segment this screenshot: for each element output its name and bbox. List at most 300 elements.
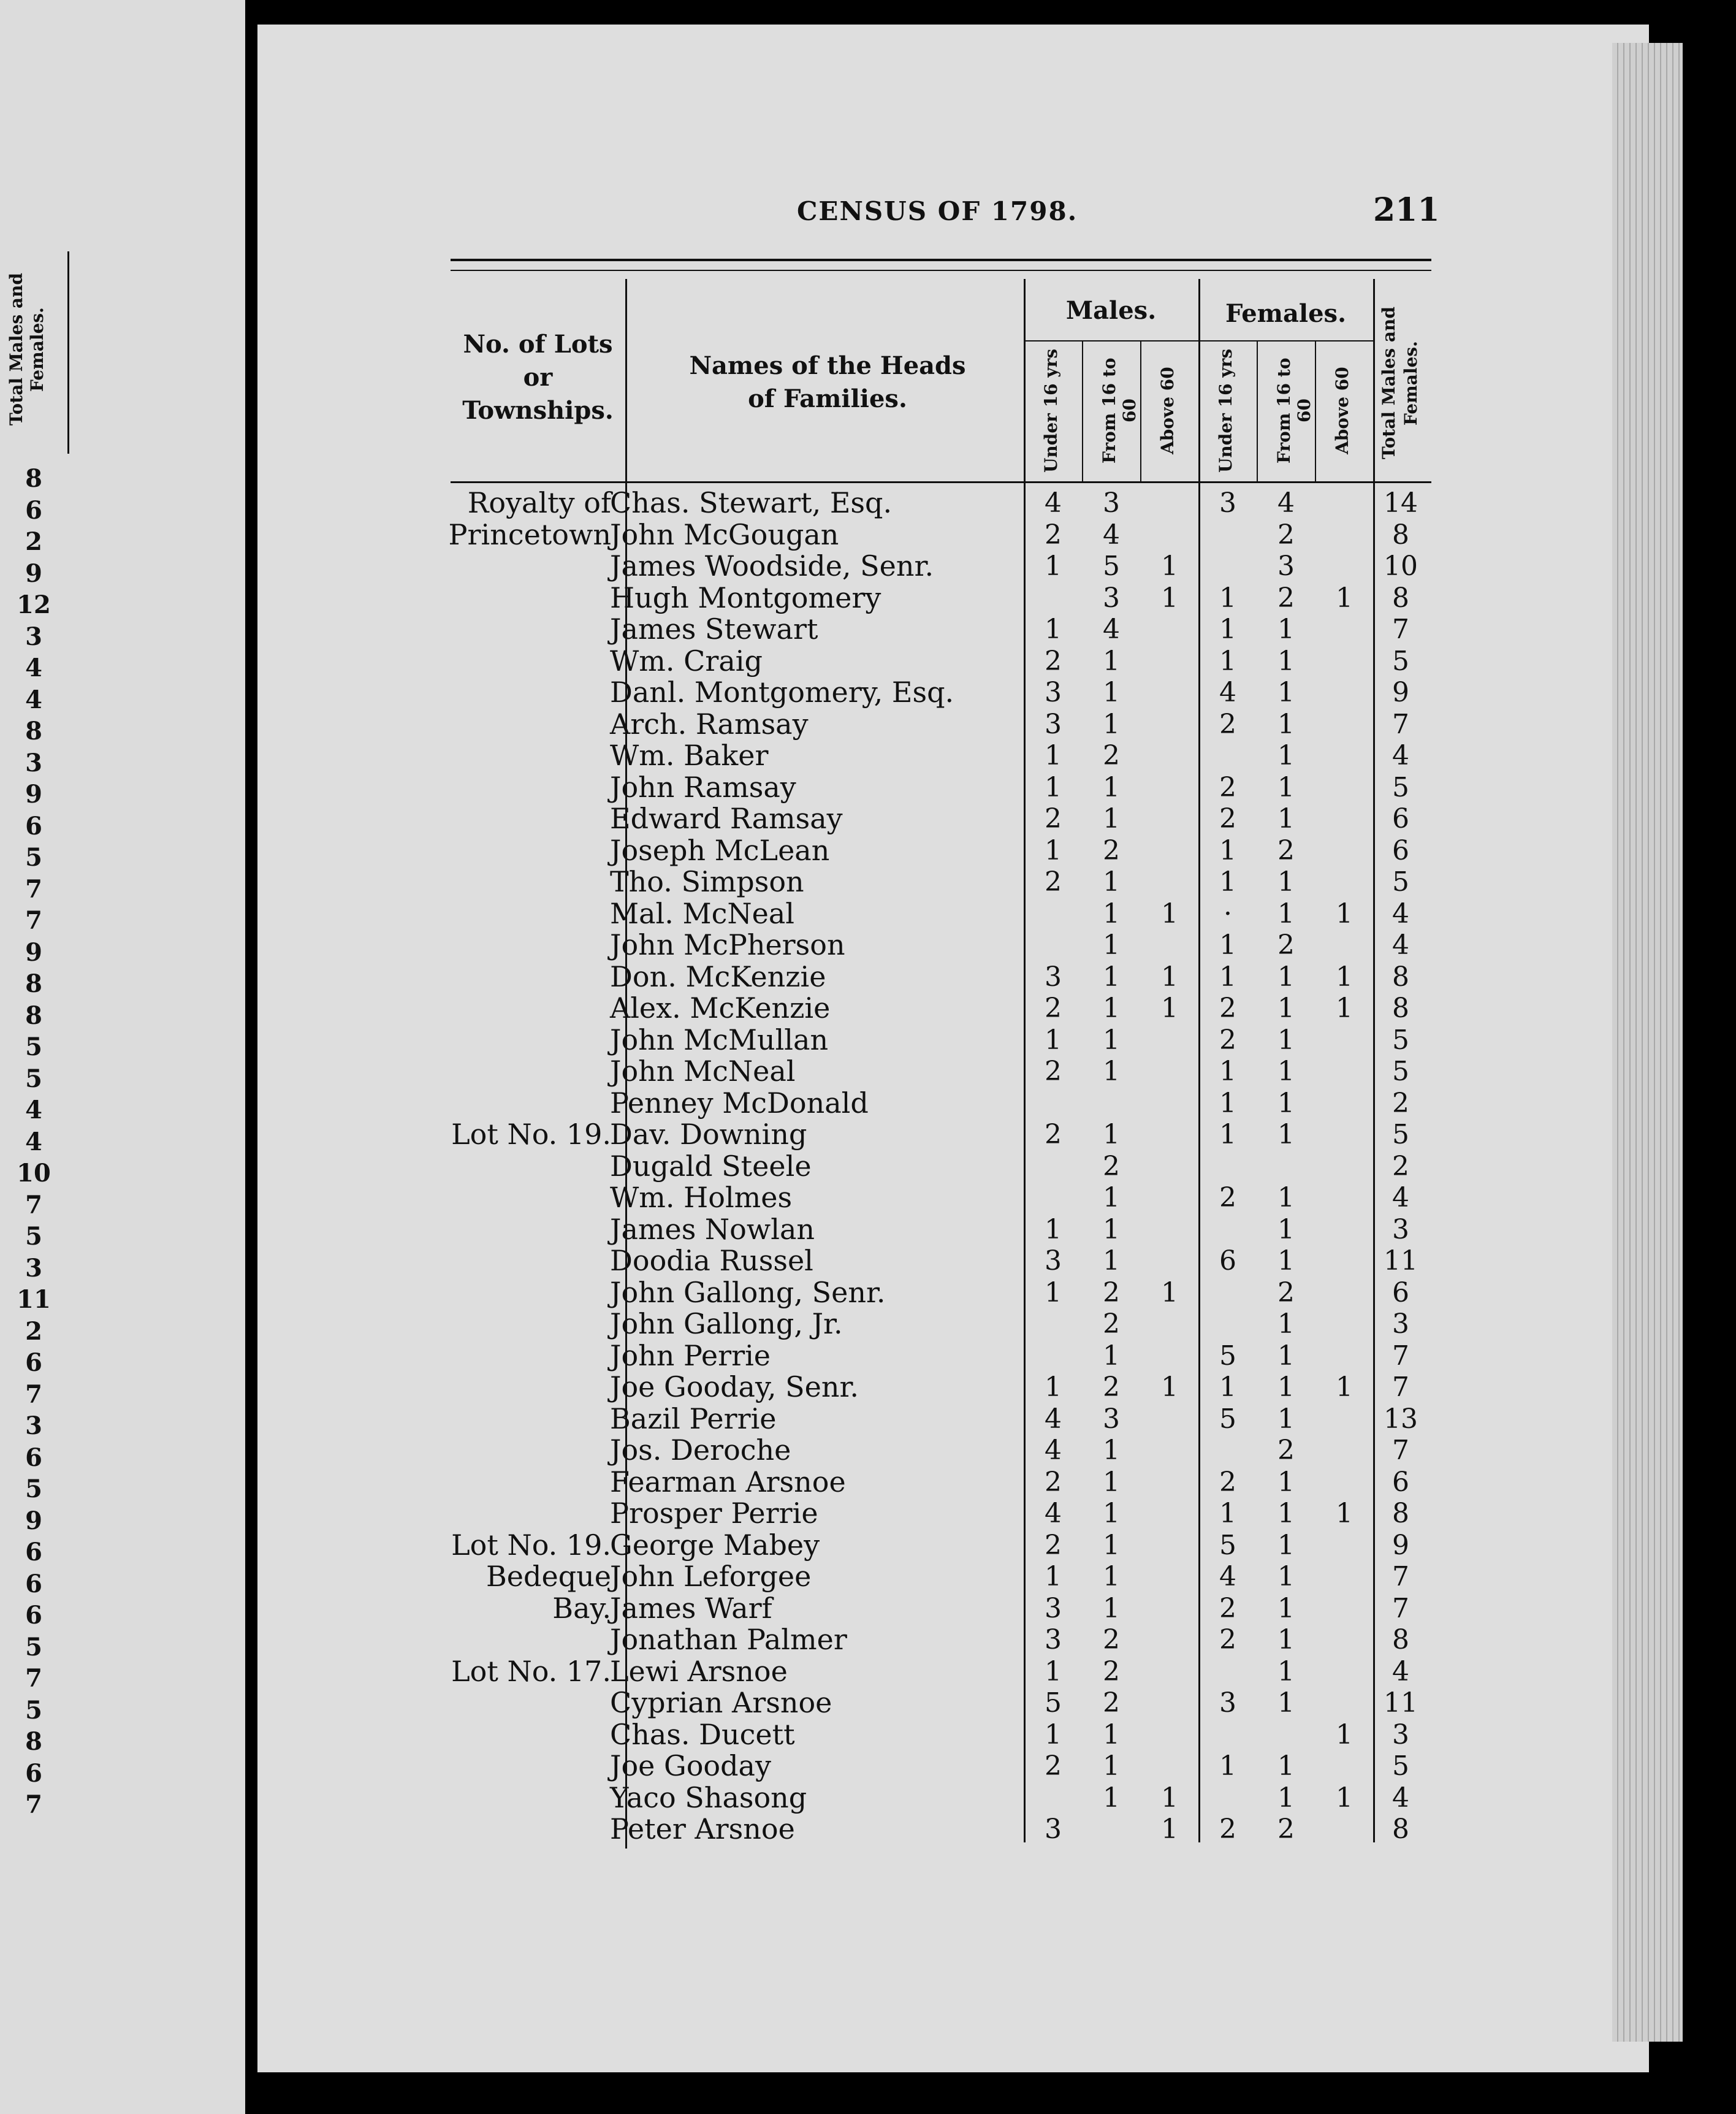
facing-total-value: 6 <box>25 1443 42 1472</box>
count-mu: 2 <box>1045 1056 1062 1087</box>
count-mm: 1 <box>1103 866 1120 898</box>
count-fu: · <box>1224 898 1232 929</box>
table-row <box>0 1435 1736 1467</box>
count-mu: 1 <box>1045 1561 1062 1592</box>
count-t: 2 <box>1392 1087 1409 1119</box>
count-fm: 1 <box>1277 1750 1295 1782</box>
count-fu: 2 <box>1219 1182 1236 1213</box>
count-mm: 2 <box>1103 1308 1120 1340</box>
count-fu: 1 <box>1219 1750 1236 1782</box>
facing-total-value: 5 <box>25 1222 42 1251</box>
facing-total-value: 2 <box>25 527 42 556</box>
table-row <box>0 677 1736 709</box>
facing-total-value: 8 <box>25 1001 42 1030</box>
count-fu: 2 <box>1219 1624 1236 1655</box>
count-fm: 1 <box>1277 677 1295 708</box>
head-of-family: Mal. McNeal <box>610 896 794 930</box>
count-mm: 1 <box>1103 708 1120 740</box>
header-males-16to60: From 16 to 60 <box>1099 357 1140 464</box>
count-mu: 1 <box>1045 1655 1062 1687</box>
facing-total-value: 4 <box>25 1127 42 1156</box>
head-of-family: John Leforgee <box>610 1560 812 1593</box>
count-fm: 1 <box>1277 1087 1295 1119</box>
count-fm: 4 <box>1277 487 1295 519</box>
count-fm: 1 <box>1277 1529 1295 1561</box>
table-row <box>0 772 1736 804</box>
count-fu: 1 <box>1219 645 1236 677</box>
table-row <box>0 993 1736 1025</box>
head-of-family: Wm. Craig <box>610 644 763 677</box>
table-row <box>0 803 1736 835</box>
count-fm: 1 <box>1277 1498 1295 1529</box>
count-mu: 2 <box>1045 1529 1062 1561</box>
count-t: 8 <box>1392 1498 1409 1529</box>
facing-total-value: 9 <box>25 780 42 809</box>
table-row <box>0 835 1736 867</box>
facing-page-header <box>0 251 69 454</box>
count-fu: 2 <box>1219 993 1236 1024</box>
lot-township: Princetown <box>448 517 611 551</box>
count-mu: 3 <box>1045 677 1062 708</box>
count-t: 8 <box>1392 961 1409 993</box>
count-mm: 2 <box>1103 1687 1120 1719</box>
table-row <box>0 614 1736 646</box>
count-mu: 3 <box>1045 1814 1062 1845</box>
lot-township: Bedeque <box>486 1560 611 1593</box>
count-t: 5 <box>1392 1024 1409 1056</box>
head-of-family: Danl. Montgomery, Esq. <box>610 676 954 709</box>
count-mu: 5 <box>1045 1687 1062 1719</box>
table-row <box>0 1467 1736 1498</box>
table-row <box>0 1719 1736 1751</box>
head-of-family: Arch. Ramsay <box>610 707 809 741</box>
count-mm: 1 <box>1103 1340 1120 1372</box>
count-mm: 3 <box>1103 582 1120 614</box>
lot-township: Royalty of <box>467 486 611 519</box>
top-rule <box>451 259 1431 261</box>
count-t: 7 <box>1392 1340 1409 1372</box>
table-row <box>0 1182 1736 1214</box>
count-fu: 1 <box>1219 961 1236 993</box>
census-rows <box>0 487 1736 1845</box>
count-t: 5 <box>1392 645 1409 677</box>
head-of-family: James Warf <box>610 1591 772 1625</box>
table-row <box>0 487 1736 519</box>
count-mm: 1 <box>1103 1498 1120 1529</box>
count-t: 5 <box>1392 1119 1409 1150</box>
count-mu: 3 <box>1045 961 1062 993</box>
count-mm: 3 <box>1103 1403 1120 1435</box>
count-fu: 1 <box>1219 1056 1236 1087</box>
head-of-family: Peter Arsnoe <box>610 1812 795 1845</box>
count-fa: 1 <box>1336 1498 1353 1529</box>
count-fu: 1 <box>1219 834 1236 866</box>
count-fm: 2 <box>1277 929 1295 961</box>
facing-total-value: 6 <box>25 495 42 525</box>
table-row <box>0 582 1736 614</box>
count-fm: 1 <box>1277 1403 1295 1435</box>
head-of-family: John Ramsay <box>610 770 796 804</box>
count-mm: 2 <box>1103 1150 1120 1182</box>
facing-total-header: Total Males and Females. <box>6 273 47 426</box>
count-t: 4 <box>1392 929 1409 961</box>
table-row <box>0 1561 1736 1593</box>
lot-township: Bay. <box>552 1591 611 1625</box>
count-fm: 1 <box>1277 866 1295 898</box>
head-of-family: John McGougan <box>610 517 839 551</box>
count-fm: 1 <box>1277 961 1295 993</box>
count-t: 5 <box>1392 771 1409 803</box>
head-of-family: Cyprian Arsnoe <box>610 1686 832 1719</box>
count-mm: 4 <box>1103 614 1120 645</box>
count-fu: 2 <box>1219 708 1236 740</box>
count-fu: 1 <box>1219 1372 1236 1403</box>
count-t: 8 <box>1392 519 1409 551</box>
table-row <box>0 709 1736 741</box>
count-t: 7 <box>1392 1561 1409 1592</box>
table-row <box>0 1624 1736 1656</box>
facing-total-value: 8 <box>25 464 42 493</box>
table-row <box>0 1214 1736 1246</box>
count-fu: 5 <box>1219 1403 1236 1435</box>
count-mm: 1 <box>1103 1213 1120 1245</box>
head-of-family: John Gallong, Senr. <box>610 1275 886 1309</box>
count-fm: 1 <box>1277 898 1295 929</box>
head-of-family: Joe Gooday <box>610 1749 771 1782</box>
count-mu: 3 <box>1045 1592 1062 1624</box>
count-fu: 1 <box>1219 866 1236 898</box>
count-ma: 1 <box>1161 898 1178 929</box>
count-fu: 4 <box>1219 1561 1236 1592</box>
head-of-family: Fearman Arsnoe <box>610 1465 846 1498</box>
count-t: 14 <box>1384 487 1418 519</box>
head-of-family: Dugald Steele <box>610 1149 812 1183</box>
count-mm: 1 <box>1103 771 1120 803</box>
count-mm: 1 <box>1103 1182 1120 1213</box>
header-females-under16: Under 16 yrs <box>1216 348 1236 473</box>
count-fm: 3 <box>1277 551 1295 582</box>
facing-total-value: 8 <box>25 969 42 998</box>
count-fu: 2 <box>1219 1814 1236 1845</box>
table-row <box>0 1814 1736 1845</box>
table-row <box>0 1782 1736 1814</box>
facing-total-value: 6 <box>25 1538 42 1566</box>
facing-total-value: 7 <box>25 1190 42 1219</box>
count-fa: 1 <box>1336 1719 1353 1750</box>
count-t: 7 <box>1392 1592 1409 1624</box>
count-mm: 1 <box>1103 1056 1120 1087</box>
count-fu: 2 <box>1219 1466 1236 1498</box>
facing-total-value: 7 <box>25 874 42 904</box>
facing-total-value: 5 <box>25 1032 42 1061</box>
count-t: 11 <box>1384 1245 1418 1276</box>
table-row <box>0 866 1736 898</box>
count-fu: 3 <box>1219 487 1236 519</box>
col-divider-f2 <box>1315 340 1316 481</box>
table-row <box>0 1088 1736 1120</box>
table-row <box>0 1530 1736 1562</box>
count-mm: 1 <box>1103 1782 1120 1814</box>
table-row <box>0 1025 1736 1056</box>
count-fu: 2 <box>1219 1024 1236 1056</box>
table-row <box>0 646 1736 677</box>
head-of-family: Prosper Perrie <box>610 1497 818 1530</box>
table-row <box>0 1308 1736 1340</box>
count-mm: 1 <box>1103 1529 1120 1561</box>
header-rule <box>451 481 1431 483</box>
count-fm: 2 <box>1277 1276 1295 1308</box>
count-mm: 1 <box>1103 677 1120 708</box>
count-fu: 6 <box>1219 1245 1236 1276</box>
table-row <box>0 1119 1736 1151</box>
count-mu: 4 <box>1045 1403 1062 1435</box>
count-fm: 2 <box>1277 834 1295 866</box>
count-ma: 1 <box>1161 1276 1178 1308</box>
count-mm: 1 <box>1103 1435 1120 1466</box>
count-mu: 1 <box>1045 1372 1062 1403</box>
count-fa: 1 <box>1336 993 1353 1024</box>
facing-total-value: 10 <box>17 1159 51 1188</box>
table-row <box>0 1656 1736 1688</box>
facing-total-value: 6 <box>25 1601 42 1630</box>
head-of-family: James Stewart <box>610 612 818 646</box>
facing-total-value: 5 <box>25 843 42 872</box>
count-fa: 1 <box>1336 1782 1353 1814</box>
header-females-above60: Above 60 <box>1332 367 1352 455</box>
count-fu: 1 <box>1219 582 1236 614</box>
count-fu: 3 <box>1219 1687 1236 1719</box>
count-t: 5 <box>1392 866 1409 898</box>
running-head: CENSUS OF 1798. <box>797 196 1078 226</box>
facing-total-value: 6 <box>25 1758 42 1788</box>
count-mm: 5 <box>1103 551 1120 582</box>
table-row <box>0 1750 1736 1782</box>
count-mm: 1 <box>1103 803 1120 834</box>
count-fm: 1 <box>1277 614 1295 645</box>
table-row <box>0 1277 1736 1309</box>
count-fm: 2 <box>1277 1435 1295 1466</box>
count-fm: 1 <box>1277 1024 1295 1056</box>
head-of-family: Wm. Baker <box>610 739 769 772</box>
head-of-family: Hugh Montgomery <box>610 581 881 614</box>
head-of-family: Penney McDonald <box>610 1086 869 1120</box>
count-t: 7 <box>1392 708 1409 740</box>
count-t: 3 <box>1392 1308 1409 1340</box>
count-mm: 2 <box>1103 740 1120 771</box>
count-t: 8 <box>1392 993 1409 1024</box>
count-fu: 1 <box>1219 929 1236 961</box>
count-fm: 1 <box>1277 1308 1295 1340</box>
facing-total-value: 7 <box>25 906 42 935</box>
table-row <box>0 1687 1736 1719</box>
count-fm: 1 <box>1277 1056 1295 1087</box>
facing-total-value: 4 <box>25 685 42 714</box>
count-fm: 1 <box>1277 1119 1295 1150</box>
count-t: 7 <box>1392 614 1409 645</box>
count-fu: 2 <box>1219 803 1236 834</box>
facing-total-value: 5 <box>25 1632 42 1662</box>
count-t: 4 <box>1392 898 1409 929</box>
count-t: 7 <box>1392 1435 1409 1466</box>
count-mu: 3 <box>1045 1624 1062 1655</box>
head-of-family: John McPherson <box>610 928 845 961</box>
count-t: 8 <box>1392 1624 1409 1655</box>
count-t: 2 <box>1392 1150 1409 1182</box>
count-t: 4 <box>1392 1182 1409 1213</box>
header-males-above60: Above 60 <box>1157 367 1178 455</box>
head-of-family: Chas. Stewart, Esq. <box>610 486 893 519</box>
header-females: Females. <box>1225 299 1346 328</box>
count-fm: 1 <box>1277 1561 1295 1592</box>
count-fm: 1 <box>1277 1592 1295 1624</box>
count-mm: 2 <box>1103 1624 1120 1655</box>
head-of-family: Jonathan Palmer <box>610 1623 847 1656</box>
males-underline <box>1024 340 1198 342</box>
count-t: 9 <box>1392 1529 1409 1561</box>
col-divider-m1 <box>1082 340 1083 481</box>
count-mu: 1 <box>1045 834 1062 866</box>
table-row <box>0 1593 1736 1625</box>
header-total: Total Males and Females. <box>1379 307 1421 460</box>
count-mm: 1 <box>1103 1719 1120 1750</box>
count-mu: 2 <box>1045 645 1062 677</box>
top-rule-thin <box>451 270 1431 271</box>
head-of-family: Dav. Downing <box>610 1118 807 1151</box>
table-row <box>0 1403 1736 1435</box>
count-t: 6 <box>1392 1276 1409 1308</box>
head-of-family: Bazil Perrie <box>610 1402 777 1435</box>
count-t: 4 <box>1392 740 1409 771</box>
count-mm: 2 <box>1103 1276 1120 1308</box>
count-mu: 2 <box>1045 1466 1062 1498</box>
count-t: 8 <box>1392 582 1409 614</box>
head-of-family: Jos. Deroche <box>610 1433 791 1467</box>
facing-total-value: 7 <box>25 1790 42 1819</box>
head-of-family: Joseph McLean <box>610 833 830 867</box>
facing-total-value: 5 <box>25 1064 42 1093</box>
count-t: 11 <box>1384 1687 1418 1719</box>
count-fa: 1 <box>1336 1372 1353 1403</box>
facing-total-value: 2 <box>25 1316 42 1346</box>
count-mu: 1 <box>1045 740 1062 771</box>
count-fa: 1 <box>1336 582 1353 614</box>
count-mm: 1 <box>1103 993 1120 1024</box>
table-row <box>0 898 1736 930</box>
head-of-family: James Nowlan <box>610 1212 815 1246</box>
header-females-16to60: From 16 to 60 <box>1274 357 1314 464</box>
count-t: 4 <box>1392 1782 1409 1814</box>
count-t: 10 <box>1384 551 1418 582</box>
facing-total-value: 7 <box>25 1664 42 1693</box>
head-of-family: Wm. Holmes <box>610 1181 793 1214</box>
count-mu: 2 <box>1045 1750 1062 1782</box>
count-fu: 2 <box>1219 1592 1236 1624</box>
count-fm: 1 <box>1277 1624 1295 1655</box>
table-row <box>0 740 1736 772</box>
table-row <box>0 1056 1736 1088</box>
count-mm: 1 <box>1103 898 1120 929</box>
facing-total-value: 6 <box>25 1569 42 1598</box>
count-fm: 1 <box>1277 1687 1295 1719</box>
count-mm: 2 <box>1103 834 1120 866</box>
facing-total-value: 9 <box>25 559 42 588</box>
count-mu: 1 <box>1045 1276 1062 1308</box>
count-fu: 2 <box>1219 771 1236 803</box>
count-mu: 2 <box>1045 1119 1062 1150</box>
count-fu: 5 <box>1219 1340 1236 1372</box>
count-fm: 1 <box>1277 645 1295 677</box>
count-fu: 1 <box>1219 1087 1236 1119</box>
count-mm: 3 <box>1103 487 1120 519</box>
head-of-family: Alex. McKenzie <box>610 991 831 1025</box>
table-row <box>0 551 1736 582</box>
count-fm: 1 <box>1277 993 1295 1024</box>
lot-township: Lot No. 19. <box>451 1118 611 1151</box>
head-of-family: Doodia Russel <box>610 1244 813 1277</box>
count-t: 6 <box>1392 1466 1409 1498</box>
count-mm: 1 <box>1103 1466 1120 1498</box>
head-of-family: John Gallong, Jr. <box>610 1307 843 1340</box>
count-mu: 1 <box>1045 551 1062 582</box>
count-ma: 1 <box>1161 1814 1178 1845</box>
facing-total-value: 5 <box>25 1695 42 1725</box>
lot-township: Lot No. 19. <box>451 1528 611 1562</box>
count-t: 6 <box>1392 803 1409 834</box>
table-row <box>0 1498 1736 1530</box>
header-males: Males. <box>1065 296 1157 325</box>
count-t: 3 <box>1392 1213 1409 1245</box>
count-fa: 1 <box>1336 961 1353 993</box>
facing-total-value: 11 <box>17 1285 51 1314</box>
page-number: 211 <box>1373 191 1440 229</box>
count-ma: 1 <box>1161 1372 1178 1403</box>
col-divider-f1 <box>1257 340 1258 481</box>
count-mm: 1 <box>1103 1750 1120 1782</box>
count-mu: 2 <box>1045 866 1062 898</box>
count-mu: 1 <box>1045 1719 1062 1750</box>
count-ma: 1 <box>1161 1782 1178 1814</box>
count-t: 9 <box>1392 677 1409 708</box>
count-mu: 1 <box>1045 771 1062 803</box>
count-fm: 2 <box>1277 519 1295 551</box>
count-fu: 1 <box>1219 1498 1236 1529</box>
count-fm: 2 <box>1277 1814 1295 1845</box>
head-of-family: Yaco Shasong <box>610 1780 807 1814</box>
count-mu: 1 <box>1045 614 1062 645</box>
count-ma: 1 <box>1161 993 1178 1024</box>
count-fm: 2 <box>1277 582 1295 614</box>
count-fu: 1 <box>1219 1119 1236 1150</box>
facing-total-value: 6 <box>25 811 42 841</box>
count-t: 13 <box>1384 1403 1418 1435</box>
count-fu: 5 <box>1219 1529 1236 1561</box>
head-of-family: John McMullan <box>610 1023 829 1056</box>
count-t: 6 <box>1392 834 1409 866</box>
count-mu: 4 <box>1045 1498 1062 1529</box>
head-of-family: Joe Gooday, Senr. <box>610 1370 859 1403</box>
count-mm: 2 <box>1103 1655 1120 1687</box>
header-males-under16: Under 16 yrs <box>1041 348 1061 473</box>
count-mu: 4 <box>1045 1435 1062 1466</box>
females-underline <box>1198 340 1373 342</box>
count-fm: 1 <box>1277 708 1295 740</box>
count-mu: 1 <box>1045 1213 1062 1245</box>
count-mm: 1 <box>1103 929 1120 961</box>
head-of-family: James Woodside, Senr. <box>610 549 934 582</box>
facing-total-value: 4 <box>25 654 42 682</box>
header-names: Names of the Heads of Families. <box>689 351 966 413</box>
count-t: 8 <box>1392 1814 1409 1845</box>
